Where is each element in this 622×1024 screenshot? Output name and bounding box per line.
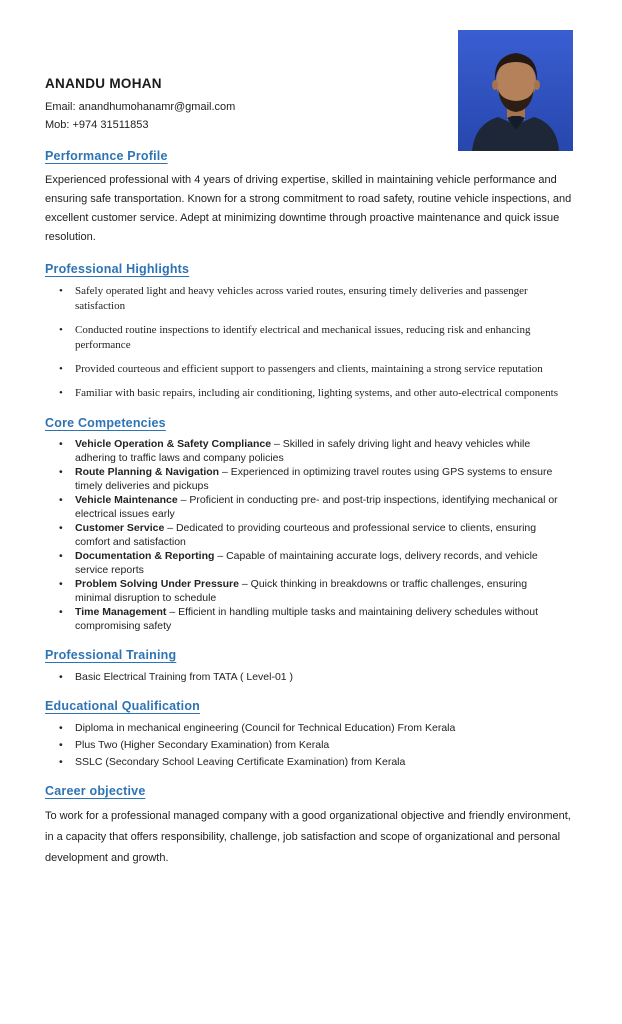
section-core-competencies xyxy=(45,416,580,633)
career-objective-text: To work for a professional managed company with a good organizational objective and friendly environment, in a capacity that offers responsibility, challenge, job satisfaction and scope of organizational and personal development and growth. xyxy=(45,810,571,864)
competency-desc: – Skilled in safely driving light and heavy vehicles while adhering to traffic laws and company policies xyxy=(75,438,531,464)
list-item: • Diploma in mechanical engineering (Council for Technical Education) From Kerala xyxy=(45,721,565,735)
candidate-mobile: Mob: +974 31511853 xyxy=(45,119,149,131)
section-title-professional-highlights: Professional Highlights xyxy=(45,262,190,276)
competency-title: Customer Service xyxy=(75,522,165,534)
candidate-name: ANANDU MOHAN xyxy=(45,76,162,91)
section-title-core-competencies: Core Competencies xyxy=(45,416,166,430)
list-item: • Basic Electrical Training from TATA ( Level-01 ) xyxy=(45,670,565,684)
profile-photo xyxy=(458,30,573,151)
core-competencies-list xyxy=(45,438,580,633)
list-item: • Provided courteous and efficient support to passengers and clients, maintaining a strong service reputation xyxy=(45,362,570,377)
list-item xyxy=(45,578,565,605)
list-item: • Familiar with basic repairs, including air conditioning, lighting systems, and other auto-electrical components xyxy=(45,386,570,401)
performance-profile-text: Experienced professional with 4 years of driving expertise, skilled in maintaining vehicle performance and ensuring safe transportation. Known for a strong commitment to road safety, routine vehicle inspections, and excellent customer service. Adept at minimizing downtime through proactive maintenance and quick issue resolution. xyxy=(45,174,572,243)
competency-desc: – Dedicated to providing courteous and professional service to clients, ensuring comfort and satisfaction xyxy=(75,522,537,548)
list-item xyxy=(45,438,565,465)
professional-highlights-list xyxy=(45,284,580,401)
competency-title: Problem Solving Under Pressure xyxy=(75,578,239,590)
section-performance-profile xyxy=(45,149,580,247)
section-educational-qualification xyxy=(45,699,580,769)
list-item: • SSLC (Secondary School Leaving Certificate Examination) from Kerala xyxy=(45,755,565,769)
section-professional-training xyxy=(45,648,580,684)
professional-training-list xyxy=(45,670,580,684)
competency-title: Vehicle Operation & Safety Compliance xyxy=(75,438,272,450)
competency-desc: – Efficient in handling multiple tasks and maintaining delivery schedules without compromising safety xyxy=(75,606,539,632)
competency-desc: – Quick thinking in breakdowns or traffic challenges, ensuring minimal disruption to schedule xyxy=(75,578,528,604)
competency-title: Documentation & Reporting xyxy=(75,550,215,562)
competency-desc: – Capable of maintaining accurate logs, delivery records, and vehicle service reports xyxy=(75,550,538,576)
section-career-objective xyxy=(45,784,580,869)
list-item: • Safely operated light and heavy vehicles across varied routes, ensuring timely deliveries and passenger satisfaction xyxy=(45,284,570,314)
section-professional-highlights xyxy=(45,262,580,401)
competency-desc: – Proficient in conducting pre- and post-trip inspections, identifying mechanical or electrical issues early xyxy=(75,494,558,520)
profile-photo-illustration xyxy=(458,30,573,151)
list-item xyxy=(45,550,565,577)
competency-desc: – Experienced in optimizing travel routes using GPS systems to ensure timely deliveries and pickups xyxy=(75,466,553,492)
competency-title: Vehicle Maintenance xyxy=(75,494,178,506)
list-item: • Conducted routine inspections to identify electrical and mechanical issues, reducing risk and enhancing performance xyxy=(45,323,570,353)
candidate-email: Email: anandhumohanamr@gmail.com xyxy=(45,101,236,113)
section-title-career-objective: Career objective xyxy=(45,784,146,798)
educational-qualification-list xyxy=(45,721,580,769)
section-title-educational-qualification: Educational Qualification xyxy=(45,699,201,713)
list-item xyxy=(45,522,565,549)
section-title-professional-training: Professional Training xyxy=(45,648,177,662)
competency-title: Time Management xyxy=(75,606,167,618)
section-title-performance-profile: Performance Profile xyxy=(45,149,168,163)
list-item: • Plus Two (Higher Secondary Examination) from Kerala xyxy=(45,738,565,752)
competency-title: Route Planning & Navigation xyxy=(75,466,220,478)
list-item xyxy=(45,606,565,633)
list-item xyxy=(45,466,565,493)
list-item xyxy=(45,494,565,521)
